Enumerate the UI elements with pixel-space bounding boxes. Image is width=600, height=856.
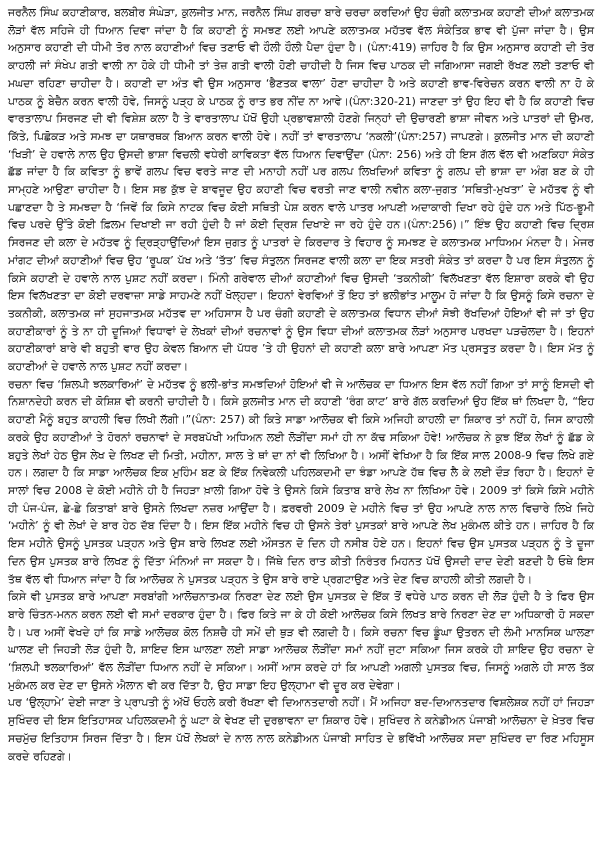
paragraph-2: ਰਚਨਾ ਵਿਚ ‘ਸ਼ਿਲਪੀ ਝਲਕਾਰਿਆਂ’ ਦੇ ਮਹੱਤਵ ਨੂੰ ਭਲੀ-ਭਾਂਤ ਸਮਝਦਿਆਂ ਹੋਇਆਂ ਵੀ ਜੇ ਆਲੋਚਕ ਦਾ ਧਿਆਨ ਇਸ ਵੱਲ ਨਹੀਂ ਗਿਆ ਤਾਂ ਸਾਨੂੰ ਇਸਦੀ ਵੀ ਨਿਸ਼ਾਨਦੇਹੀ ਕਰਨ ਦੀ ਕੋਸ਼ਿਸ਼ ਵੀ ਕਰਨੀ ਚਾਹੀਦੀ ਹੈ। ਕਿਸੇ ਕੁਲਜੀਤ ਮਾਨ ਦੀ ਕਹਾਣੀ ‘ਰੰਗ ਕਾਟ’ ਬਾਰੇ ਗੱਲ ਕਰਦਿਆਂ ਉਹ ਇੱਕ ਥਾਂ ਲਿਖਦਾ ਹੈ, “ਇਹ ਕਹਾਣੀ ਮੈਨੂੰ ਬਹੁਤ ਕਾਹਲੀ ਵਿਚ ਲਿਖੀ ਲੱਗੀ।”(ਪੰਨਾ: 257) ਕੀ ਕਿਤੇ ਸਾਡਾ ਆਲੋਚਕ ਵੀ ਕਿਸੇ ਅਜਿਹੀ ਕਾਹਲੀ ਦਾ ਸ਼ਿਕਾਰ ਤਾਂ ਨਹੀਂ ਹੋ, ਜਿਸ ਕਾਹਲੀ ਕਰਕੇ ਉਹ ਕਹਾਣੀਆਂ ਤੇ ਹੋਰਨਾਂ ਰਚਨਾਵਾਂ ਦੇ ਸਰਬਪੱਖੀ ਅਧਿਅਨ ਲਈ ਲੋੜੀਂਦਾ ਸਮਾਂ ਹੀ ਨਾ ਕੱਢ ਸਕਿਆ ਹੋਵੇ! ਆਲੋਚਕ ਨੇ ਕੁਝ ਇੱਕ ਲੇਖਾਂ ਨੂੰ ਛੱਡ ਕੇ ਬਹੁਤੇ ਲੇਖਾਂ ਹੇਠ ਉਸ ਲੇਖ ਦੇ ਲਿਖਣ ਦੀ ਮਿਤੀ, ਮਹੀਨਾ, ਸਾਲ ਤੇ ਥਾਂ ਦਾ ਨਾਂ ਵੀ ਲਿਖਿਆ ਹੈ। ਅਸੀਂ ਵੇਖਿਆ ਹੈ ਕਿ ਇੱਕ ਸਾਲ 2008-9 ਵਿਚ ਲਿਖੇ ਗਏ ਹਨ। ਲਗਦਾ ਹੈ ਕਿ ਸਾਡਾ ਆਲੋਚਕ ਇਕ ਮੁਹਿੰਮ ਬਣ ਕੇ ਇੱਕ ਨਿਵੇਕਲੀ ਪਹਿਲਕਦਮੀ ਦਾ ਝੰਡਾ ਆਪਣੇ ਹੱਥ ਵਿਚ ਲੈ ਕੇ ਲਈ ਦੌੜ ਰਿਹਾ ਹੈ। ਇਹਨਾਂ ਦੋ ਸਾਲਾਂ ਵਿਚ 2008 ਦੇ ਕੋਈ ਮਹੀਨੇ ਹੀ ਹੈ ਜਿਹੜਾ ਖ਼ਾਲੀ ਗਿਆ ਹੋਵੇ ਤੇ ਉਸਨੇ ਕਿਸੇ ਕਿਤਾਬ ਬਾਰੇ ਲੇਖ ਨਾ ਲਿਖਿਆ ਹੋਵੇ। 2009 ਤਾਂ ਕਿਸੇ ਕਿਸੇ ਮਹੀਨੇ ਹੀ ਪੰਜ-ਪੰਜ, ਛੇ-ਛੇ ਕਿਤਾਬਾਂ ਬਾਰੇ ਉਸਨੇ ਲਿਖਦਾ ਨਜ਼ਰ ਆਉਂਦਾ ਹੈ। ਫ਼ਰਵਰੀ 2009 ਦੇ ਮਹੀਨੇ ਵਿਚ ਤਾਂ ਉਹ ਆਪਣੇ ਨਾਲ ਨਾਲ ਵਿਚਾਰੇ ਲਿਖੇ ਜਿਹੇ ‘ਮਹੀਨੇ’ ਨੂੰ ਵੀ ਲੇਖਾਂ ਦੇ ਬਾਰ ਹੇਠ ਦੱਬ ਦਿੰਦਾ ਹੈ। ਇਸ ਇੱਕ ਮਹੀਨੇ ਵਿਚ ਹੀ ਉਸਨੇ ਤੇਰਾਂ ਪੁਸਤਕਾਂ ਬਾਰੇ ਆਪਣੇ ਲੇਖ ਮੁਕੰਮਲ ਕੀਤੇ ਹਨ। ਜ਼ਾਹਿਰ ਹੈ ਕਿ ਇਸ ਮਹੀਨੇ ਉਸਨੂੰ ਪੁਸਤਕ ਪੜ੍ਹਨ ਅਤੇ ਉਸ ਬਾਰੇ ਲਿਖਣ ਲਈ ਔਸਤਨ ਦੋ ਦਿਨ ਹੀ ਨਸੀਬ ਹੋਏ ਹਨ। ਇਹਨਾਂ ਵਿਚ ਉਸ ਪੁਸਤਕ ਪੜ੍ਹਨ ਨੂੰ ਤੇ ਦੂਜਾ ਦਿਨ ਉਸ ਪੁਸਤਕ ਬਾਰੇ ਲਿਖਣ ਨੂੰ ਦਿੱਤਾ ਮੰਨਿਆਂ ਜਾ ਸਕਦਾ ਹੈ। ਜਿੱਥੇ ਦਿਨ ਰਾਤ ਕੀਤੀ ਨਿਰੰਤਰ ਮਿਹਨਤ ਪੱਖੋਂ ਉਸਦੀ ਦਾਦ ਦੇਣੀ ਬਣਦੀ ਹੈ ਓਥੇ ਇਸ ਤੱਥ ਵੱਲ ਵੀ ਧਿਆਨ ਜਾਂਦਾ ਹੈ ਕਿ ਆਲੋਚਕ ਨੇ ਪੁਸਤਕ ਪੜ੍ਹਨ ਤੇ ਉਸ ਬਾਰੇ ਰਾਏ ਪ੍ਰਗਟਾਉਣ ਅਤੇ ਦੇਣ ਵਿਚ ਕਾਹਲੀ ਕੀਤੀ ਲਗਦੀ ਹੈ। (8, 377, 594, 586)
paragraph-3: ਕਿਸੇ ਵੀ ਪੁਸਤਕ ਬਾਰੇ ਆਪਣਾ ਸਰਬਾਂਗੀ ਆਲੋਚਨਾਤਮਕ ਨਿਰਣਾ ਦੇਣ ਲਈ ਉਸ ਪੁਸਤਕ ਦੇ ਇੱਕ ਤੋਂ ਵਧੇਰੇ ਪਾਠ ਕਰਨ ਦੀ ਲੋੜ ਹੁੰਦੀ ਹੈ ਤੇ ਫਿਰ ਉਸ ਬਾਰੇ ਚਿੰਤਨ-ਮਨਨ ਕਰਨ ਲਈ ਵੀ ਸਮਾਂ ਦਰਕਾਰ ਹੁੰਦਾ ਹੈ। ਫਿਰ ਕਿਤੇ ਜਾ ਕੇ ਹੀ ਕੋਈ ਆਲੋਚਕ ਕਿਸੇ ਲਿਖਤ ਬਾਰੇ ਨਿਰਣਾ ਦੇਣ ਦਾ ਅਧਿਕਾਰੀ ਹੋ ਸਕਦਾ ਹੈ। ਪਰ ਅਸੀਂ ਵੇਖਦੇ ਹਾਂ ਕਿ ਸਾਡੇ ਆਲੋਚਕ ਕੋਲ ਨਿਸ਼ਚੈ ਹੀ ਸਮੇਂ ਦੀ ਥੁੜ ਵੀ ਲਗਦੀ ਹੈ। ਕਿਸੇ ਰਚਨਾ ਵਿਚ ਡੂੰਘਾ ਉਤਰਨ ਦੀ ਲੰਮੀ ਮਾਨਸਿਕ ਘਾਲਣਾ ਘਾਲਣ ਦੀ ਜਿਹੜੀ ਲੋੜ ਹੁੰਦੀ ਹੈ, ਸ਼ਾਇਦ ਇਸ ਘਾਲਣਾ ਲਈ ਸਾਡਾ ਆਲੋਚਕ ਲੋੜੀਂਦਾ ਸਮਾਂ ਨਹੀਂ ਜੁਟਾ ਸਕਿਆ ਜਿਸ ਕਰਕੇ ਹੀ ਸ਼ਾਇਦ ਉਹ ਰਚਨਾ ਦੇ ‘ਸ਼ਿਲਪੀ ਝਲਕਾਰਿਆਂ’ ਵੱਲ ਲੋੜੀਂਦਾ ਧਿਆਨ ਨਹੀਂ ਦੇ ਸਕਿਆ। ਅਸੀਂ ਆਸ ਕਰਦੇ ਹਾਂ ਕਿ ਆਪਣੀ ਅਗਲੀ ਪੁਸਤਕ ਵਿਚ, ਜਿਸਨੂੰ ਅਗਲੇ ਹੀ ਸਾਲ ਤੱਕ ਮੁਕੰਮਲ ਕਰ ਦੇਣ ਦਾ ਉਸਨੇ ਐਲਾਨ ਵੀ ਕਰ ਦਿੱਤਾ ਹੈ, ਉਹ ਸਾਡਾ ਇਹ ਉਲ੍ਹਾਮਾ ਵੀ ਦੂਰ ਕਰ ਦੇਵੇਗਾ। (8, 590, 594, 692)
paragraph-4: ਪਰ ‘ਉਲ੍ਹਾਮੇ’ ਦੇਈ ਜਾਣਾ ਤੇ ਪ੍ਰਾਪਤੀ ਨੂੰ ਅੱਖੋਂ ਓਹਲੇ ਕਰੀ ਰੱਖਣਾ ਵੀ ਦਿਆਨਤਦਾਰੀ ਨਹੀਂ। ਮੈਂ ਅਜਿਹਾ ਬਦ-ਦਿਆਨਤਦਾਰ ਵਿਸ਼ਲੇਸ਼ਕ ਨਹੀਂ ਹਾਂ ਜਿਹੜਾ ਸੁਖਿੰਦਰ ਦੀ ਇਸ ਇਤਿਹਾਸਕ ਪਹਿਲਕਦਮੀ ਨੂੰ ਘਟਾ ਕੇ ਵੇਖਣ ਦੀ ਦੁਰਭਾਵਨਾ ਦਾ ਸ਼ਿਕਾਰ ਹੋਵੇ। ਸੁਖਿੰਦਰ ਨੇ ਕਨੇਡੀਅਨ ਪੰਜਾਬੀ ਆਲੋਚਨਾ ਦੇ ਖ਼ੇਤਰ ਵਿਚ ਸਚਮੁੱਚ ਇਤਿਹਾਸ ਸਿਰਜ ਦਿੱਤਾ ਹੈ। ਇਸ ਪੱਖੋਂ ਲੇਖਕਾਂ ਦੇ ਨਾਲ ਨਾਲ ਕਨੇਡੀਅਨ ਪੰਜਾਬੀ ਸਾਹਿਤ ਦੇ ਭਵਿੱਖੀ ਆਲੋਚਕ ਸਦਾ ਸੁਖਿੰਦਰ ਦਾ ਰਿਣ ਮਹਿਸੂਸ ਕਰਦੇ ਰਹਿਣਗੇ। (8, 696, 594, 763)
paragraph-1: ਜਰਨੈਲ ਸਿੰਘ ਕਹਾਣੀਕਾਰ, ਬਲਬੀਰ ਸੰਘੇੜਾ, ਕੁਲਜੀਤ ਮਾਨ, ਜਰਨੈਲ ਸਿੰਘ ਗਰਚਾ ਬਾਰੇ ਚਰਚਾ ਕਰਦਿਆਂ ਉਹ ਚੰਗੀ ਕਲਾਤਮਕ ਕਹਾਣੀ ਦੀਆਂ ਕਲਾਤਮਕ ਲੋੜਾਂ ਵੱਲ ਸਹਿਜੇ ਹੀ ਧਿਆਨ ਦਿਵਾ ਜਾਂਦਾ ਹੈ ਕਿ ਕਹਾਣੀ ਨੂੰ ਸਮਝਣ ਲਈ ਆਪਣੇ ਕਲਾਤਮਕ ਮਹੱਤਵ ਵੱਲ ਸੰਕੇਤਿਕ ਭਾਵ ਵੀ ਪੁੱਜਾ ਜਾਂਦਾ ਹੈ। ਉਸ ਅਨੁਸਾਰ ਕਹਾਣੀ ਦੀ ਧੀਮੀ ਤੋਰ ਨਾਲ ਕਹਾਣੀਆਂ ਵਿਚ ਤਣਾਓ ਵੀ ਹੌਲੀ ਹੌਲੀ ਪੈਦਾ ਹੁੰਦਾ ਹੈ। (ਪੰਨਾ:419) ਜ਼ਾਹਿਰ ਹੈ ਕਿ ਉਸ ਅਨੁਸਾਰ ਕਹਾਣੀ ਦੀ ਤੋਰ ਕਾਹਲੀ ਜਾਂ ਸੰਖੇਪ ਗਤੀ ਵਾਲੀ ਨਾ ਹੋਕੇ ਹੀ ਧੀਮੀ ਤਾਂ ਤੇਜ਼ ਗਤੀ ਵਾਲੀ ਹੋਣੀ ਚਾਹੀਦੀ ਹੈ ਜਿਸ ਵਿਚ ਪਾਠਕ ਦੀ ਜਗਿਆਸਾ ਜਗਈ ਰੱਖਣ ਲਈ ਤਣਾਓ ਵੀ ਮਘਦਾ ਰਹਿਣਾ ਚਾਹੀਦਾ ਹੈ। ਕਹਾਣੀ ਦਾ ਅੰਤ ਵੀ ਉਸ ਅਨੁਸਾਰ ‘ਭੈਣਤਕ ਵਾਲਾ’ ਹੋਣਾ ਚਾਹੀਦਾ ਹੈ ਅਤੇ ਕਹਾਣੀ ਭਾਵ-ਵਿਰੇਚਨ ਕਰਨ ਵਾਲੀ ਨਾ ਹੋ ਕੇ ਪਾਠਕ ਨੂੰ ਬੇਚੈਨ ਕਰਨ ਵਾਲੀ ਹੋਵੇ, ਜਿਸਨੂੰ ਪੜ੍ਹ ਕੇ ਪਾਠਕ ਨੂੰ ਰਾਤ ਭਰ ਨੀਂਦ ਨਾ ਆਵੇ।(ਪੰਨਾ:320-21) ਜਾਣਦਾ ਤਾਂ ਉਹ ਇਹ ਵੀ ਹੈ ਕਿ ਕਹਾਣੀ ਵਿਚ ਵਾਰਤਾਲਾਪ ਸਿਰਜਣ ਦੀ ਵੀ ਵਿਸ਼ੇਸ਼ ਕਲਾ ਹੈ ਤੇ ਵਾਰਤਾਲਾਪ ਪੱਖੋਂ ਉਹੀ ਪ੍ਰਭਾਵਸ਼ਾਲੀ ਹੋਣਗੇ ਜਿਨ੍ਹਾਂ ਦੀ ਉਚਾਰਣੀ ਭਾਸ਼ਾ ਜੀਵਨ ਅਤੇ ਪਾਤਰਾਂ ਦੀ ਉਮਰ, ਕਿੱਤੇ, ਪਿਛੋਕੜ ਅਤੇ ਸਮਝ ਦਾ ਯਥਾਰਥਕ ਬਿਆਨ ਕਰਨ ਵਾਲੀ ਹੋਵੇ। ਨਹੀਂ ਤਾਂ ਵਾਰਤਾਲਾਪ ‘ਨਕਲੀ’(ਪੰਨਾ:257) ਜਾਪਣਗੇ। ਕੁਲਜੀਤ ਮਾਨ ਦੀ ਕਹਾਣੀ ‘ਖਿੜੀ’ ਦੇ ਹਵਾਲੇ ਨਾਲ ਉਹ ਉਸਦੀ ਭਾਸ਼ਾ ਵਿਚਲੀ ਵਧੇਰੀ ਕਾਵਿਕਤਾ ਵੱਲ ਧਿਆਨ ਦਿਵਾਉਂਦਾ (ਪੰਨਾ: 256) ਅਤੇ ਹੀ ਇਸ ਗੱਲ ਵੱਲ ਵੀ ਅਣਕਿਹਾ ਸੰਕੇਤ ਛੱਡ ਜਾਂਦਾ ਹੈ ਕਿ ਕਵਿਤਾ ਨੂੰ ਭਾਵੇਂ ਗਲਪ ਵਿਚ ਵਰਤੇ ਜਾਣ ਦੀ ਮਨਾਹੀ ਨਹੀਂ ਪਰ ਗਲਪ ਲਿਖਦਿਆਂ ਕਵਿਤਾ ਨੂੰ ਗਲਪ ਦੀ ਭਾਸ਼ਾ ਦਾ ਅੰਗ ਬਣ ਕੇ ਹੀ ਸਾਮ੍ਹਣੇ ਆਉਣਾ ਚਾਹੀਦਾ ਹੈ। ਇਸ ਸਭ ਕੁੱਝ ਦੇ ਬਾਵਜੂਦ ਉਹ ਕਹਾਣੀ ਵਿਚ ਵਰਤੀ ਜਾਣ ਵਾਲੀ ਨਵੀਨ ਕਲਾ-ਜੁਗਤ ‘ਸਥਿਤੀ-ਮੁਖਤਾ’ ਦੇ ਮਹੱਤਵ ਨੂੰ ਵੀ ਪਛਾਣਦਾ ਹੈ ਤੇ ਸਮਝਦਾ ਹੈ ‘ਜਿਵੇਂ ਕਿ ਕਿਸੇ ਨਾਟਕ ਵਿਚ ਕੋਈ ਸਥਿਤੀ ਪੇਸ਼ ਕਰਨ ਵਾਲੇ ਪਾਤਰ ਆਪਣੀ ਅਦਾਕਾਰੀ ਦਿਖਾ ਰਹੇ ਹੁੰਦੇ ਹਨ ਅਤੇ ਪਿੱਠ-ਭੂਮੀ ਵਿਚ ਪਰਦੇ ਉੱਤੇ ਕੋਈ ਫ਼ਿਲਮ ਦਿਖਾਈ ਜਾ ਰਹੀ ਹੁੰਦੀ ਹੈ ਜਾਂ ਕੋਈ ਦ੍ਰਿਸ਼ ਦਿਖਾਏ ਜਾ ਰਹੇ ਹੁੰਦੇ ਹਨ।(ਪੰਨਾ:256)।” ਇੰਝ ਉਹ ਕਹਾਣੀ ਵਿਚ ਦ੍ਰਿਸ਼ ਸਿਰਜਣ ਦੀ ਕਲਾ ਦੇ ਮਹੱਤਵ ਨੂੰ ਦ੍ਰਿੜ੍ਹਾਉਂਦਿਆਂ ਇਸ ਜੁਗਤ ਨੂੰ ਪਾਤਰਾਂ ਦੇ ਕਿਰਦਾਰ ਤੇ ਵਿਹਾਰ ਨੂੰ ਸਮਝਣ ਦੇ ਕਲਾਤਮਕ ਮਾਧਿਅਮ ਮੰਨਦਾ ਹੈ। ਮੇਜਰ ਮਾਂਗਟ ਦੀਆਂ ਕਹਾਣੀਆਂ ਵਿਚ ਉਹ ‘ਰੂਪਕ’ ਪੱਖ ਅਤੇ ‘ਤੱਤ’ ਵਿਚ ਸੰਤੁਲਨ ਸਿਰਜਣ ਵਾਲੀ ਕਲਾ ਦਾ ਇਕ ਸਤਰੀ ਸੰਕੇਤ ਤਾਂ ਕਰਦਾ ਹੈ ਪਰ ਇਸ ਸੰਤੁਲਨ ਨੂੰ ਕਿਸੇ ਕਹਾਣੀ ਦੇ ਹਵਾਲੇ ਨਾਲ ਪੁਸ਼ਟ ਨਹੀਂ ਕਰਦਾ। ਮਿੰਨੀ ਗਰੇਵਾਲ ਦੀਆਂ ਕਹਾਣੀਆਂ ਵਿਚ ਉਸਦੀ ‘ਤਕਨੀਕੀ’ ਵਿਲੱਖਣਤਾ ਵੱਲ ਇਸ਼ਾਰਾ ਕਰਕੇ ਵੀ ਉਹ ਇਸ ਵਿਲੱਖਣਤਾ ਦਾ ਕੋਈ ਦਰਵਾਜ਼ਾ ਸਾਡੇ ਸਾਹਮਣੇ ਨਹੀਂ ਖੋਲ੍ਹਦਾ। ਇਹਨਾਂ ਵੇਰਵਿਆਂ ਤੋਂ ਇਹ ਤਾਂ ਭਲੀਭਾਂਤ ਮਾਲੂਮ ਹੋ ਜਾਂਦਾ ਹੈ ਕਿ ਉਸਨੂੰ ਕਿਸੇ ਰਚਨਾ ਦੇ ਤਕਨੀਕੀ, ਕਲਾਤਮਕ ਜਾਂ ਸੁਹਜਾਤਮਕ ਮਹੱਤਵ ਦਾ ਅਹਿਸਾਸ ਹੈ ਪਰ ਚੰਗੀ ਕਹਾਣੀ ਦੇ ਕਲਾਤਮਕ ਵਿਧਾਨ ਦੀਆਂ ਸੋਝੀ ਰੱਖਦਿਆਂ ਹੋਇਆਂ ਵੀ ਜਾਂ ਤਾਂ ਉਹ ਕਹਾਣੀਕਾਰਾਂ ਨੂੰ ਤੇ ਨਾ ਹੀ ਦੂਜਿਆਂ ਵਿਧਾਵਾਂ ਦੇ ਲੇਖਕਾਂ ਦੀਆਂ ਰਚਨਾਵਾਂ ਨੂੰ ਉਸ ਵਿਧਾ ਦੀਆਂ ਕਲਾਤਮਕ ਲੋੜਾਂ ਅਨੁਸਾਰ ਪਰਖਦਾ ਪੜਚੋਲਦਾ ਹੈ। ਇਹਨਾਂ ਕਹਾਣੀਕਾਰਾਂ ਬਾਰੇ ਵੀ ਬਹੁਤੀ ਵਾਰ ਉਹ ਕੇਵਲ ਬਿਆਨ ਦੀ ਪੱਧਰ ’ਤੇ ਹੀ ਉਹਨਾਂ ਦੀ ਕਹਾਣੀ ਕਲਾ ਬਾਰੇ ਆਪਣਾ ਮੱਤ ਪ੍ਰਸਤੁਤ ਕਰਦਾ ਹੈ। ਇਸ ਮੱਤ ਨੂੰ ਕਹਾਣੀਆਂ ਦੇ ਹਵਾਲੇ ਨਾਲ ਪੁਸ਼ਟ ਨਹੀਂ ਕਰਦਾ। (8, 6, 594, 374)
